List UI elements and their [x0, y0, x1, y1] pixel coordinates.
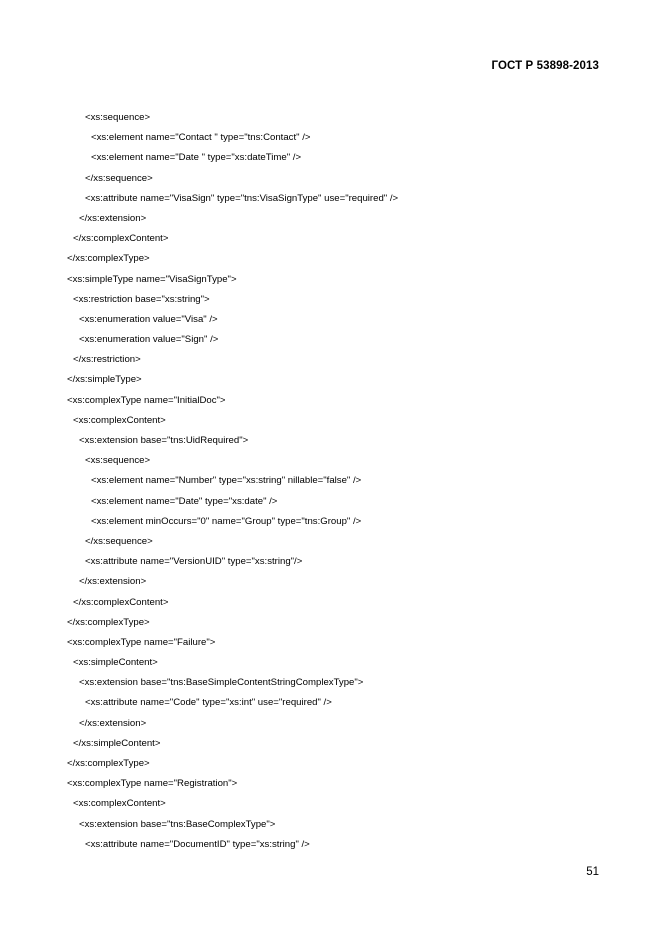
code-line: </xs:complexType> [67, 253, 150, 265]
code-line: <xs:complexType name="InitialDoc"> [67, 394, 226, 406]
code-line: <xs:attribute name="DocumentID" type="xs:string" /> [85, 838, 310, 850]
code-line: <xs:enumeration value="Sign" /> [79, 334, 219, 346]
code-line: <xs:element name="Contact " type="tns:Contact" /> [91, 132, 311, 144]
code-line: <xs:complexType name="Failure"> [67, 636, 216, 648]
code-line: </xs:restriction> [73, 354, 141, 366]
code-line: </xs:extension> [79, 576, 147, 588]
code-line: <xs:attribute name="VisaSign" type="tns:VisaSignType" use="required" /> [85, 192, 399, 204]
code-line: </xs:sequence> [85, 172, 153, 184]
code-line: <xs:complexContent> [73, 414, 166, 426]
code-line: <xs:complexType name="Registration"> [67, 778, 238, 790]
code-line: <xs:extension base="tns:BaseComplexType"> [79, 818, 276, 830]
code-line: </xs:simpleType> [67, 374, 142, 386]
code-line: <xs:simpleContent> [73, 657, 158, 669]
code-line: <xs:extension base="tns:BaseSimpleContentStringComplexType"> [79, 677, 364, 689]
code-line: </xs:complexContent> [73, 233, 169, 245]
code-line: <xs:complexContent> [73, 798, 166, 810]
code-line: </xs:complexContent> [73, 596, 169, 608]
standard-code-header: ГОСТ Р 53898-2013 [491, 60, 599, 72]
code-line: </xs:simpleContent> [73, 737, 161, 749]
code-line: <xs:simpleType name="VisaSignType"> [67, 273, 237, 285]
code-line: <xs:element minOccurs="0" name="Group" type="tns:Group" /> [91, 515, 362, 527]
code-line: <xs:enumeration value="Visa" /> [79, 313, 218, 325]
code-line: <xs:element name="Date" type="xs:date" /> [91, 495, 278, 507]
code-line: </xs:complexType> [67, 616, 150, 628]
code-line: <xs:attribute name="Code" type="xs:int" use="required" /> [85, 697, 332, 709]
code-line: <xs:attribute name="VersionUID" type="xs:string"/> [85, 556, 303, 568]
code-line: </xs:complexType> [67, 758, 150, 769]
code-line: </xs:extension> [79, 717, 147, 729]
code-line: <xs:element name="Number" type="xs:string" nillable="false" /> [91, 475, 362, 487]
code-line: </xs:extension> [79, 212, 147, 224]
code-line: <xs:sequence> [85, 112, 151, 123]
page-number: 51 [586, 866, 599, 878]
code-line: <xs:restriction base="xs:string"> [73, 293, 210, 305]
code-line: <xs:element name="Date " type="xs:dateTime" /> [91, 152, 302, 164]
code-line: <xs:sequence> [85, 455, 151, 467]
xml-schema-code-block [67, 108, 607, 855]
code-line: </xs:sequence> [85, 535, 153, 547]
code-line: <xs:extension base="tns:UidRequired"> [79, 435, 249, 446]
